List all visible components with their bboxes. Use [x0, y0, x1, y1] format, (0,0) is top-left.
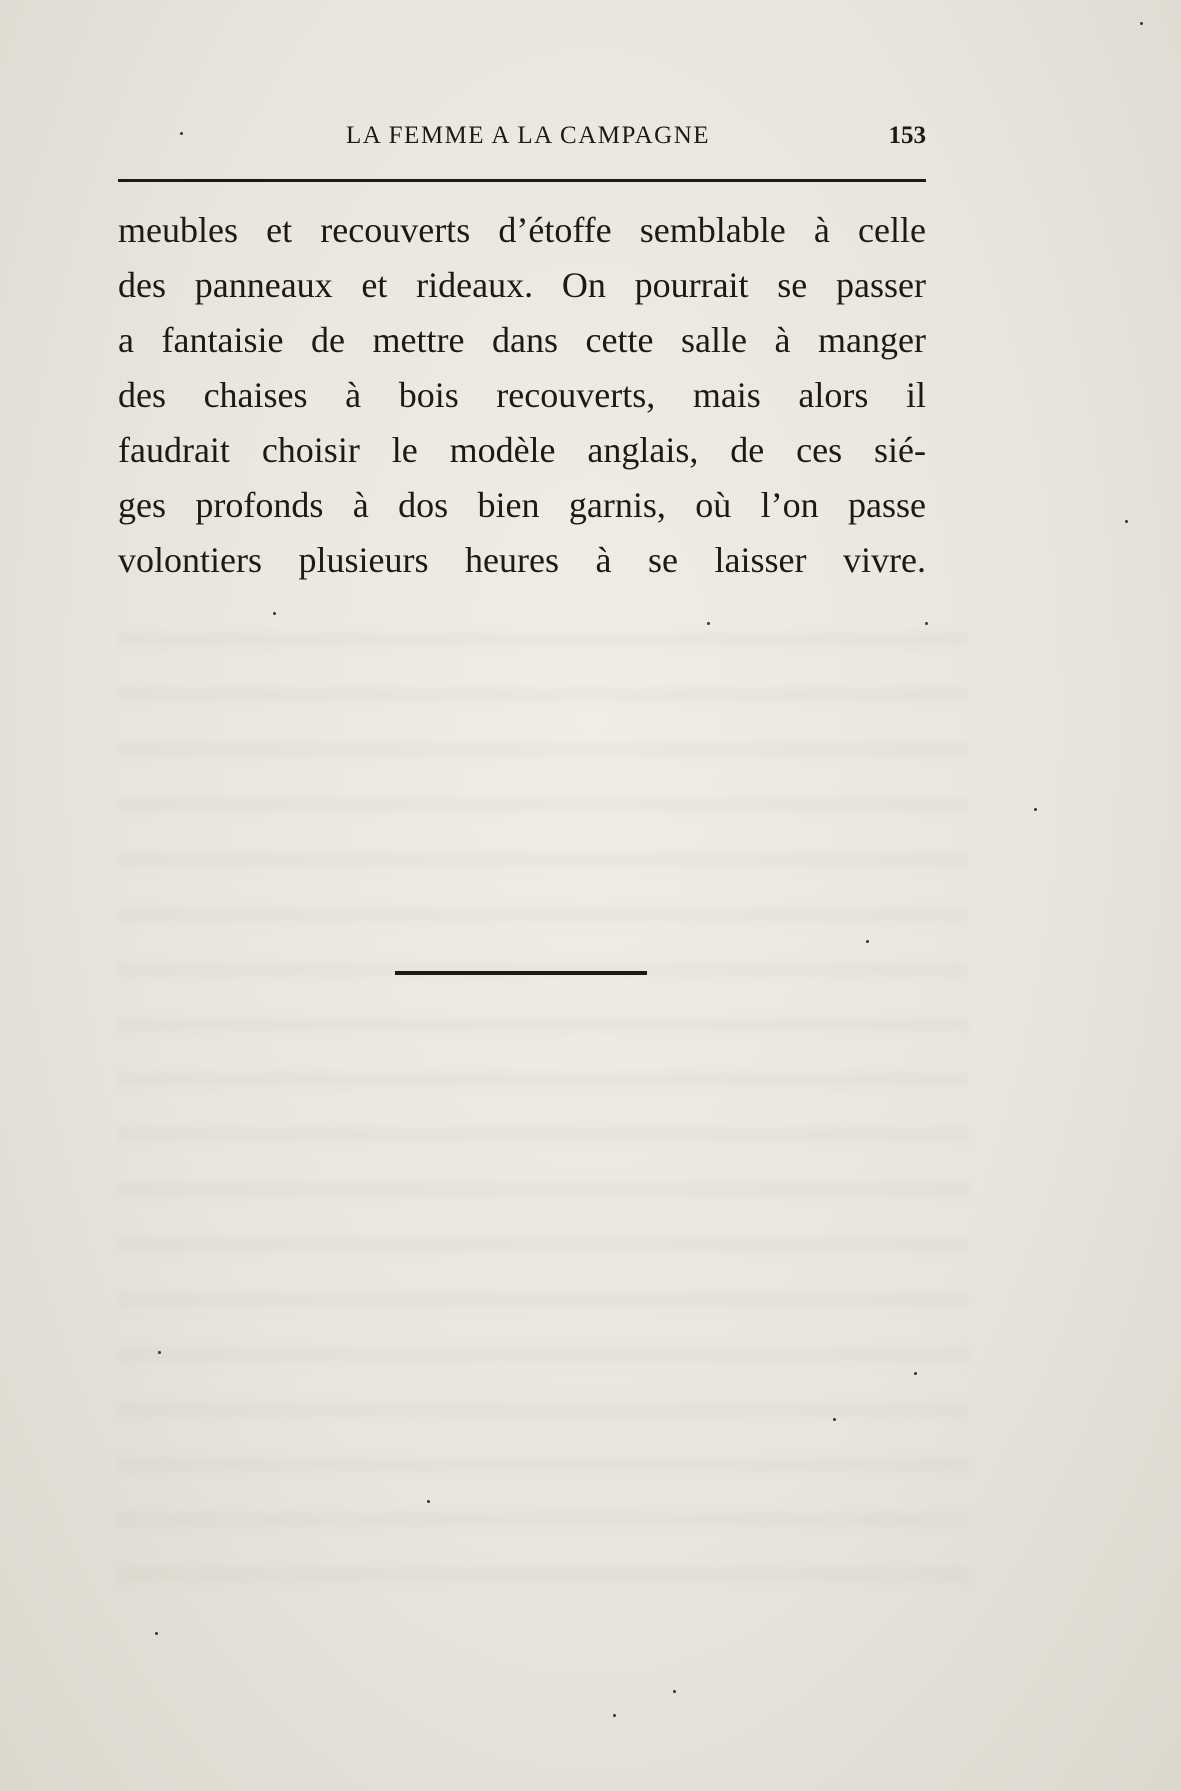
end-of-section-rule [395, 971, 647, 975]
text-line: a fantaisie de mettre dans cette salle à manger [118, 320, 926, 360]
paper-speck [833, 1418, 836, 1421]
paper-speck [1140, 22, 1143, 25]
paper-speck [673, 1690, 676, 1693]
running-head [118, 122, 926, 156]
paper-speck [1125, 520, 1128, 523]
text-line: des panneaux et rideaux. On pourrait se passer [118, 265, 926, 305]
show-through-text [118, 600, 968, 1600]
text-line: des chaises à bois recouverts, mais alors il [118, 375, 926, 415]
page-number: 153 [888, 122, 926, 149]
text-line: meubles et recouverts d’étoffe semblable à celle [118, 210, 926, 250]
paper-speck [180, 132, 183, 135]
paper-speck [925, 622, 928, 625]
paper-speck [1034, 808, 1037, 811]
paper-speck [613, 1714, 616, 1717]
body-paragraph [118, 203, 926, 588]
paper-speck [155, 1632, 158, 1635]
paper-speck [273, 612, 276, 615]
paper-speck [158, 1351, 161, 1354]
text-line: volontiers plusieurs heures à se laisser vivre. [118, 540, 926, 580]
paper-speck [866, 940, 869, 943]
paper-speck [914, 1372, 917, 1375]
text-line: ges profonds à dos bien garnis, où l’on passe [118, 485, 926, 525]
running-title: LA FEMME A LA CAMPAGNE [345, 122, 711, 149]
paper-speck [707, 622, 710, 625]
header-rule [118, 179, 926, 182]
paper-speck [427, 1500, 430, 1503]
text-line: faudrait choisir le modèle anglais, de ces sié- [118, 430, 926, 470]
